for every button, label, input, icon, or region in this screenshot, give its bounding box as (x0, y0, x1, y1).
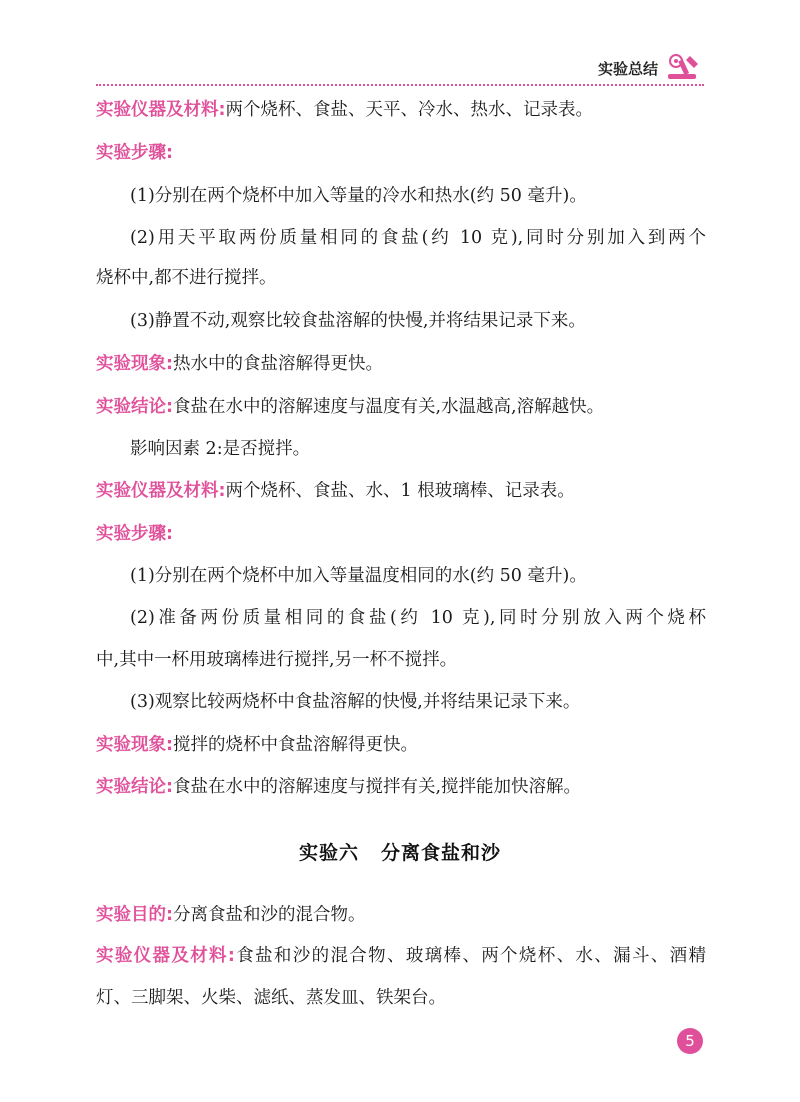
label: 实验结论: (96, 777, 173, 797)
text: 热水中的食盐溶解得更快。 (173, 354, 383, 374)
purpose-line (96, 903, 706, 927)
label: 实验现象: (96, 354, 173, 374)
step-line: (1)分别在两个烧杯中加入等量的冷水和热水(约 50 毫升)。 (130, 186, 587, 206)
text: 食盐和沙的混合物、玻璃棒、两个烧杯、水、漏斗、酒精 (234, 946, 706, 966)
phenomenon-line (96, 733, 706, 757)
microscope-icon (664, 52, 704, 82)
text: 搅拌的烧杯中食盐溶解得更快。 (173, 735, 418, 755)
materials-line (96, 479, 706, 503)
phenomenon-line (96, 352, 706, 376)
step-line: (3)观察比较两烧杯中食盐溶解的快慢,并将结果记录下来。 (130, 692, 581, 712)
text: 食盐在水中的溶解速度与搅拌有关,搅拌能加快溶解。 (173, 777, 582, 797)
label: 实验步骤: (96, 143, 173, 163)
text: 两个烧杯、食盐、天平、冷水、热水、记录表。 (225, 100, 593, 120)
label: 实验现象: (96, 735, 173, 755)
steps-label-line (96, 522, 706, 546)
label: 实验目的: (96, 905, 173, 925)
step-line-continued: 中,其中一杯用玻璃棒进行搅拌,另一杯不搅拌。 (96, 650, 458, 670)
step-line: (1)分别在两个烧杯中加入等量温度相同的水(约 50 毫升)。 (130, 566, 587, 586)
conclusion-line (96, 395, 706, 419)
materials-line (96, 944, 706, 968)
heading-title: 分离食盐和沙 (381, 842, 502, 864)
label: 实验仪器及材料: (96, 481, 226, 501)
experiment-heading (0, 840, 800, 866)
materials-line (96, 98, 706, 122)
step-line: (2)用天平取两份质量相同的食盐(约 10 克),同时分别加入到两个 (130, 228, 706, 248)
label: 实验结论: (96, 397, 173, 417)
page-header (96, 52, 704, 84)
label: 实验步骤: (96, 524, 173, 544)
step-line: (2)准备两份质量相同的食盐(约 10 克),同时分别放入两个烧杯 (130, 608, 706, 628)
materials-line-continued: 灯、三脚架、火柴、滤纸、蒸发皿、铁架台。 (96, 988, 446, 1008)
text: 食盐在水中的溶解速度与温度有关,水温越高,溶解越快。 (173, 397, 605, 417)
text: 分离食盐和沙的混合物。 (173, 905, 366, 925)
page-number: 5 (677, 1028, 703, 1054)
steps-label-line (96, 141, 706, 165)
step-line: (3)静置不动,观察比较食盐溶解的快慢,并将结果记录下来。 (130, 311, 586, 331)
header-divider (96, 84, 704, 86)
step-line-continued: 烧杯中,都不进行搅拌。 (96, 268, 277, 288)
heading-number: 实验六 (298, 842, 359, 864)
text: 两个烧杯、食盐、水、1 根玻璃棒、记录表。 (225, 481, 575, 501)
conclusion-line (96, 775, 706, 799)
label: 实验仪器及材料: (96, 946, 235, 966)
section-title: 实验总结 (597, 60, 658, 78)
label: 实验仪器及材料: (96, 100, 226, 120)
factor-line: 影响因素 2:是否搅拌。 (130, 439, 311, 459)
